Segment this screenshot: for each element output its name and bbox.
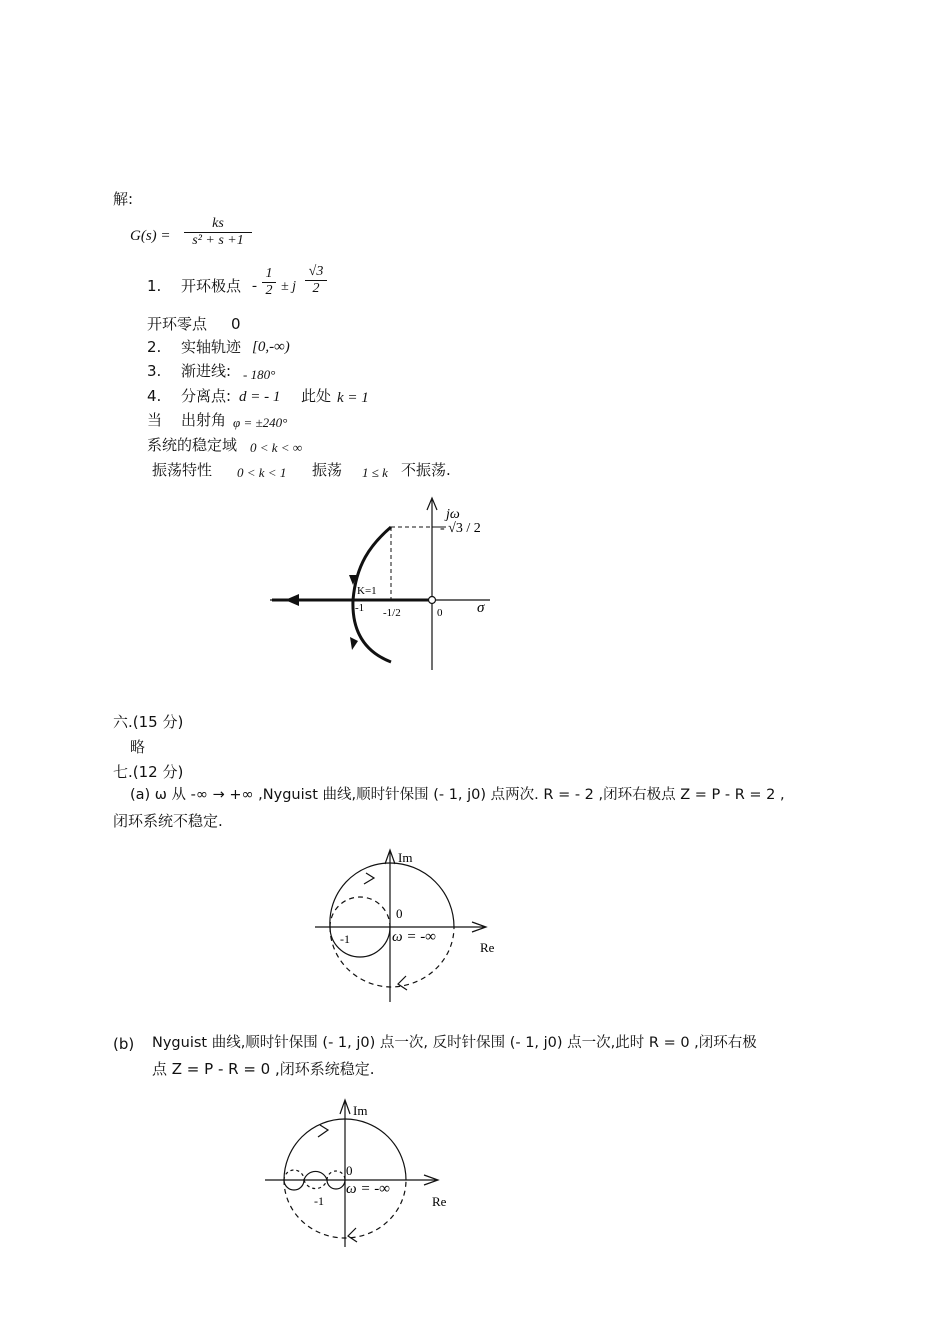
item1-fraction-sqrt3 <box>305 264 327 297</box>
nyq-b-loop1-solid <box>284 1180 304 1190</box>
item3-number: 3. <box>147 362 162 380</box>
left-arrow-icon <box>285 594 299 606</box>
nyq-a-dashed-small <box>330 897 390 927</box>
item3-label: 渐进线: <box>181 362 232 380</box>
nyq-a-minus-one: -1 <box>340 932 350 946</box>
stable-label: 系统的稳定域 <box>147 436 238 454</box>
nyq-b-dashed-lower <box>284 1180 406 1238</box>
label-k1: K=1 <box>357 585 377 597</box>
frac-num: 1 <box>265 266 273 281</box>
nyq-a-solid-upper <box>330 863 454 927</box>
angle-value: φ = ±240° <box>233 415 288 430</box>
part-b-line2: 点 Z = P - R = 0 ,闭环系统稳定. <box>152 1060 375 1078</box>
nyq-b-loop1-dashed <box>284 1170 304 1180</box>
nyq-b-loop3-dashed <box>327 1171 345 1180</box>
part-a-line2: 闭环系统不稳定. <box>113 812 223 830</box>
lower-branch <box>353 600 391 662</box>
upper-branch <box>353 527 391 600</box>
part-a-line1: (a) ω 从 -∞ → +∞ ,Nyguist 曲线,顺时针保围 (- 1, j0) 点两次. R = - 2 ,闭环右极点 Z = P - R = 2 , <box>130 787 785 803</box>
frac-num: √3 <box>308 264 324 279</box>
item1-prefix: - <box>252 278 257 294</box>
section6-body: 略 <box>130 738 146 756</box>
part-b-line1: Nyguist 曲线,顺时针保围 (- 1, j0) 点一次, 反时针保围 (- 1, j0) 点一次,此时 R = 0 ,闭环右极 <box>152 1035 757 1051</box>
zero-circle-icon <box>429 597 436 604</box>
tf-denominator: s² + s +1 <box>192 233 244 248</box>
item4-here: 此处 <box>301 387 332 405</box>
nyq-a-solid-small <box>330 927 390 957</box>
nyq-b-solid-upper <box>284 1119 406 1180</box>
nyq-a-origin: 0 <box>396 906 403 921</box>
item1-number: 1. <box>147 277 162 295</box>
item1-fraction-half <box>262 266 276 299</box>
nyq-b-loop3-solid <box>327 1180 345 1189</box>
nonosc-word: 不振荡. <box>401 461 451 479</box>
tf-numerator: ks <box>212 216 224 231</box>
osc-word: 振荡 <box>312 461 343 479</box>
nyq-a-re-arrow-icon <box>472 922 486 932</box>
item4-k: k = 1 <box>337 390 369 406</box>
item2-value: [0,-∞) <box>252 339 290 355</box>
nyq-a-lower-arrow-icon <box>398 976 407 990</box>
item4-label: 分离点: <box>181 387 232 405</box>
imag-axis-arrow-icon <box>427 498 437 510</box>
transfer-function-fraction <box>184 216 252 249</box>
section6-title: 六.(15 分) <box>113 713 184 731</box>
frac-den: 2 <box>265 283 273 298</box>
angle-label: 出射角 <box>181 411 227 429</box>
nyq-a-im-label: Im <box>398 850 413 865</box>
nyq-b-re-arrow-icon <box>424 1175 438 1185</box>
nyq-a-re-label: Re <box>480 940 495 955</box>
part-b-label: (b) <box>113 1035 135 1053</box>
label-pole-imag: - √3 / 2 <box>440 521 481 536</box>
item1-label: 开环极点 <box>181 277 242 295</box>
nyq-b-im-label: Im <box>353 1103 368 1118</box>
item4-number: 4. <box>147 387 162 405</box>
nyq-b-lower-arrow-icon <box>348 1228 357 1242</box>
nyq-b-upper-arrow-icon <box>318 1125 328 1137</box>
nyq-a-im-arrow-icon <box>385 850 395 864</box>
upper-branch-arrow-icon <box>349 575 357 585</box>
nyq-b-minus-one: -1 <box>314 1194 324 1208</box>
label-minus-one: -1 <box>355 602 365 614</box>
nonosc-range: 1 ≤ k <box>362 465 388 480</box>
nyq-a-dashed-lower <box>330 927 454 987</box>
nyq-b-loop2-dashed <box>304 1180 327 1189</box>
lower-branch-arrow-icon <box>350 637 358 650</box>
label-sigma: σ <box>477 600 485 616</box>
nyq-a-omega: ω = -∞ <box>392 929 436 945</box>
frac-den: 2 <box>312 281 320 296</box>
zero-label: 开环零点 <box>147 315 208 333</box>
item2-label: 实轴轨迹 <box>181 338 242 356</box>
nyq-b-origin: 0 <box>346 1163 353 1178</box>
stable-value: 0 < k < ∞ <box>250 440 303 455</box>
zero-value: 0 <box>231 315 241 333</box>
nyq-b-loop2-solid <box>304 1171 327 1180</box>
item3-value: - 180° <box>243 367 276 382</box>
label-minus-half: -1/2 <box>383 607 401 619</box>
label-jw: jω <box>446 507 460 522</box>
item4-value: d = - 1 <box>239 389 281 405</box>
osc-range: 0 < k < 1 <box>237 465 287 480</box>
nyq-b-im-arrow-icon <box>340 1100 350 1114</box>
nyq-a-upper-arrow-icon <box>364 873 374 884</box>
osc-label: 振荡特性 <box>152 461 213 479</box>
transfer-function-lhs: G(s) = <box>130 228 171 244</box>
solution-header: 解: <box>113 190 134 208</box>
item2-number: 2. <box>147 338 162 356</box>
section7-title: 七.(12 分) <box>113 763 184 781</box>
nyq-b-omega: ω = -∞ <box>346 1181 390 1197</box>
nyq-b-re-label: Re <box>432 1194 447 1209</box>
label-origin: 0 <box>437 607 443 619</box>
item1-pm-j: ± j <box>281 279 297 294</box>
angle-label-when: 当 <box>147 411 163 429</box>
